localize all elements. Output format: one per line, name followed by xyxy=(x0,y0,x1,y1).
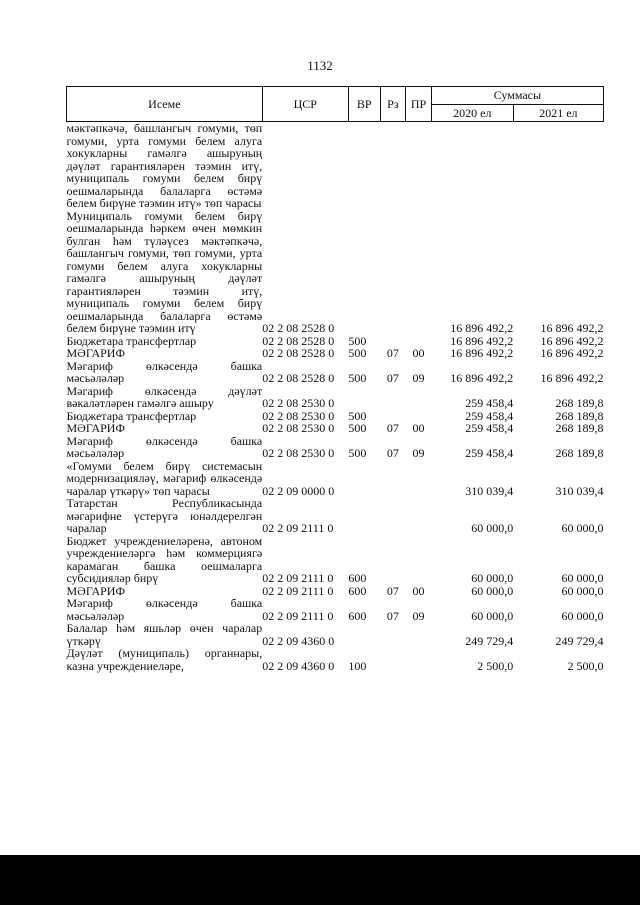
row-pr xyxy=(406,122,432,210)
row-pr xyxy=(406,535,432,585)
row-vr: 500 xyxy=(348,371,367,385)
row-sum-2020: 259 458,4 xyxy=(465,446,514,460)
row-vr xyxy=(348,460,380,498)
row-rz: 07 xyxy=(386,583,399,598)
row-sum-2021: 268 189,8 xyxy=(555,408,604,423)
row-rz xyxy=(380,647,406,672)
row-name: Мәгариф өлкәсендә башка мәсьәләләр xyxy=(66,596,263,623)
row-rz xyxy=(380,497,406,535)
row-rz: 07 xyxy=(386,371,399,385)
row-sum-2020 xyxy=(431,122,513,210)
table-row xyxy=(67,647,604,672)
row-vr: 600 xyxy=(348,608,367,623)
row-vr: 600 xyxy=(348,571,367,585)
row-sum-2021: 60 000,0 xyxy=(561,583,604,598)
row-pr xyxy=(406,460,432,498)
header-year-2021: 2021 ел xyxy=(513,105,603,122)
row-rz xyxy=(380,122,406,210)
row-pr xyxy=(406,497,432,535)
header-csr: ЦСР xyxy=(262,87,348,122)
table-row xyxy=(67,385,604,410)
row-name: Дәүләт (муниципаль) органнары, казна учреждениеләре, xyxy=(66,646,263,673)
row-sum-2020: 16 896 492,2 xyxy=(450,346,514,360)
row-vr: 500 xyxy=(348,346,367,360)
row-sum-2020: 16 896 492,2 xyxy=(450,333,514,348)
row-csr: 02 2 09 4360 0 xyxy=(262,658,335,673)
row-pr: 09 xyxy=(412,608,425,623)
row-rz xyxy=(380,460,406,498)
row-name: Балалар һәм яшьләр өчен чаралар үткәрү xyxy=(66,621,263,648)
table-row xyxy=(67,435,604,460)
row-sum-2020: 2 500,0 xyxy=(477,658,514,673)
row-name: МӘГАРИФ xyxy=(66,583,125,598)
row-csr: 02 2 09 4360 0 xyxy=(262,633,335,648)
row-rz: 07 xyxy=(386,421,399,435)
row-vr xyxy=(348,622,380,647)
row-csr: 02 2 08 2530 0 xyxy=(262,408,335,423)
row-pr: 00 xyxy=(412,346,425,360)
row-name: Муниципаль гомуми белем бирү оешмаларында һәркем өчен мөмкин булган һәм түләүсез мәктәпкәчә, башлангыч гомуми, төп гомуми, урта гомуми белем алуга хокукларны гамәлгә ашыруның дәүләт гарантияләрен тәэмин итү, муниципаль гомуми белем бирү оешмаларында балаларга өстәмә белем бирүне тәэмин итү xyxy=(66,208,263,335)
row-sum-2020: 16 896 492,2 xyxy=(450,321,514,335)
row-vr xyxy=(348,210,380,335)
row-vr: 100 xyxy=(348,658,367,673)
row-sum-2020: 249 729,4 xyxy=(465,633,514,648)
row-name: Бюджетара трансфертлар xyxy=(66,408,197,423)
row-csr: 02 2 08 2530 0 xyxy=(262,446,335,460)
header-year-2020: 2020 ел xyxy=(431,105,513,122)
row-pr xyxy=(406,647,432,672)
row-sum-2020: 259 458,4 xyxy=(465,421,514,435)
table-row xyxy=(67,597,604,622)
row-name: Бюджет учреждениеләренә, автоном учреждениеләргә һәм коммерциягә карамаган башка оешмаларга субсидияләр бирү xyxy=(66,533,263,585)
row-sum-2020: 60 000,0 xyxy=(471,521,514,535)
row-name: Бюджетара трансфертлар xyxy=(66,333,197,348)
row-csr xyxy=(262,122,348,210)
row-csr: 02 2 09 2111 0 xyxy=(262,608,334,623)
row-csr: 02 2 08 2528 0 xyxy=(262,321,335,335)
header-pr: ПР xyxy=(406,87,432,122)
table-row xyxy=(67,360,604,385)
table-row xyxy=(67,535,604,585)
row-sum-2020: 16 896 492,2 xyxy=(450,371,514,385)
row-csr: 02 2 08 2530 0 xyxy=(262,396,335,410)
row-sum-2021: 2 500,0 xyxy=(567,658,604,673)
row-csr: 02 2 09 0000 0 xyxy=(262,483,335,498)
row-sum-2021: 60 000,0 xyxy=(561,571,604,585)
row-vr xyxy=(348,385,380,410)
table-row xyxy=(67,497,604,535)
row-vr: 500 xyxy=(348,421,367,435)
header-rz: Рз xyxy=(380,87,406,122)
row-name: МӘГАРИФ xyxy=(66,346,125,360)
row-sum-2020: 259 458,4 xyxy=(465,396,514,410)
row-sum-2020: 60 000,0 xyxy=(471,583,514,598)
row-sum-2021: 16 896 492,2 xyxy=(540,321,604,335)
row-sum-2021: 268 189,8 xyxy=(555,421,604,435)
page-number: 1132 xyxy=(307,58,333,73)
row-sum-2021: 268 189,8 xyxy=(555,396,604,410)
scan-edge-bar xyxy=(0,855,640,905)
table-row xyxy=(67,622,604,647)
row-vr: 500 xyxy=(348,333,367,348)
row-name: мәктәпкәчә, башлангыч гомуми, төп гомуми, урта гомуми белем алуга хокукларны гамәлгә ашыруның дәүләт гарантияләрен тәэмин итү, муниципаль гомуми белем бирү оешмаларында балаларга өстәмә белем бирүне тәэмин итү» төп чарасы xyxy=(66,121,263,210)
row-sum-2021: 249 729,4 xyxy=(555,633,604,648)
row-sum-2020: 60 000,0 xyxy=(471,608,514,623)
row-pr xyxy=(406,385,432,410)
row-pr xyxy=(406,210,432,335)
row-pr: 00 xyxy=(412,421,425,435)
row-sum-2021: 268 189,8 xyxy=(555,446,604,460)
row-sum-2020: 310 039,4 xyxy=(465,483,514,498)
row-pr: 09 xyxy=(412,446,425,460)
row-sum-2021 xyxy=(513,122,603,210)
row-vr: 500 xyxy=(348,446,367,460)
row-sum-2020: 60 000,0 xyxy=(471,571,514,585)
row-csr: 02 2 08 2528 0 xyxy=(262,333,335,348)
row-csr: 02 2 08 2528 0 xyxy=(262,346,335,360)
table-row xyxy=(67,460,604,498)
table-row xyxy=(67,122,604,210)
row-vr xyxy=(348,497,380,535)
row-pr xyxy=(406,622,432,647)
row-rz xyxy=(380,385,406,410)
row-rz: 07 xyxy=(386,346,399,360)
table-row xyxy=(67,410,604,423)
row-name: МӘГАРИФ xyxy=(66,421,125,435)
row-vr: 600 xyxy=(348,583,367,598)
row-rz xyxy=(380,622,406,647)
row-rz xyxy=(380,210,406,335)
row-rz xyxy=(380,535,406,585)
row-csr: 02 2 08 2528 0 xyxy=(262,371,335,385)
row-pr: 00 xyxy=(412,583,425,598)
row-sum-2021: 60 000,0 xyxy=(561,521,604,535)
row-pr: 09 xyxy=(412,371,425,385)
row-sum-2020: 259 458,4 xyxy=(465,408,514,423)
row-sum-2021: 60 000,0 xyxy=(561,608,604,623)
row-vr xyxy=(348,122,380,210)
row-name: Татарстан Республикасында мәгарифне үстерүгә юнәлдерелгән чаралар xyxy=(66,496,263,535)
budget-table xyxy=(66,86,604,672)
row-name: Мәгариф өлкәсендә башка мәсьәләләр xyxy=(66,433,263,460)
row-sum-2021: 16 896 492,2 xyxy=(540,346,604,360)
table-row xyxy=(67,335,604,348)
table-row xyxy=(67,422,604,435)
row-name: Мәгариф өлкәсендә башка мәсьәләләр xyxy=(66,358,263,385)
header-vr: ВР xyxy=(348,87,380,122)
row-csr: 02 2 09 2111 0 xyxy=(262,583,334,598)
row-csr: 02 2 09 2111 0 xyxy=(262,571,334,585)
row-name: Мәгариф өлкәсендә дәүләт вәкаләтләрен гамәлгә ашыру xyxy=(66,383,263,410)
table-row xyxy=(67,347,604,360)
row-csr: 02 2 09 2111 0 xyxy=(262,521,334,535)
table-row xyxy=(67,210,604,335)
row-rz: 07 xyxy=(386,446,399,460)
header-name: Исеме xyxy=(67,87,263,122)
row-csr: 02 2 08 2530 0 xyxy=(262,421,335,435)
row-sum-2021: 16 896 492,2 xyxy=(540,371,604,385)
row-name: «Гомуми белем бирү системасын модернизацияләү, мәгариф өлкәсендә чаралар үткәрү» төп чарасы xyxy=(66,458,263,498)
row-sum-2021: 310 039,4 xyxy=(555,483,604,498)
header-sums: Суммасы xyxy=(431,87,603,105)
row-vr: 500 xyxy=(348,408,367,423)
row-rz: 07 xyxy=(386,608,399,623)
row-sum-2021: 16 896 492,2 xyxy=(540,333,604,348)
